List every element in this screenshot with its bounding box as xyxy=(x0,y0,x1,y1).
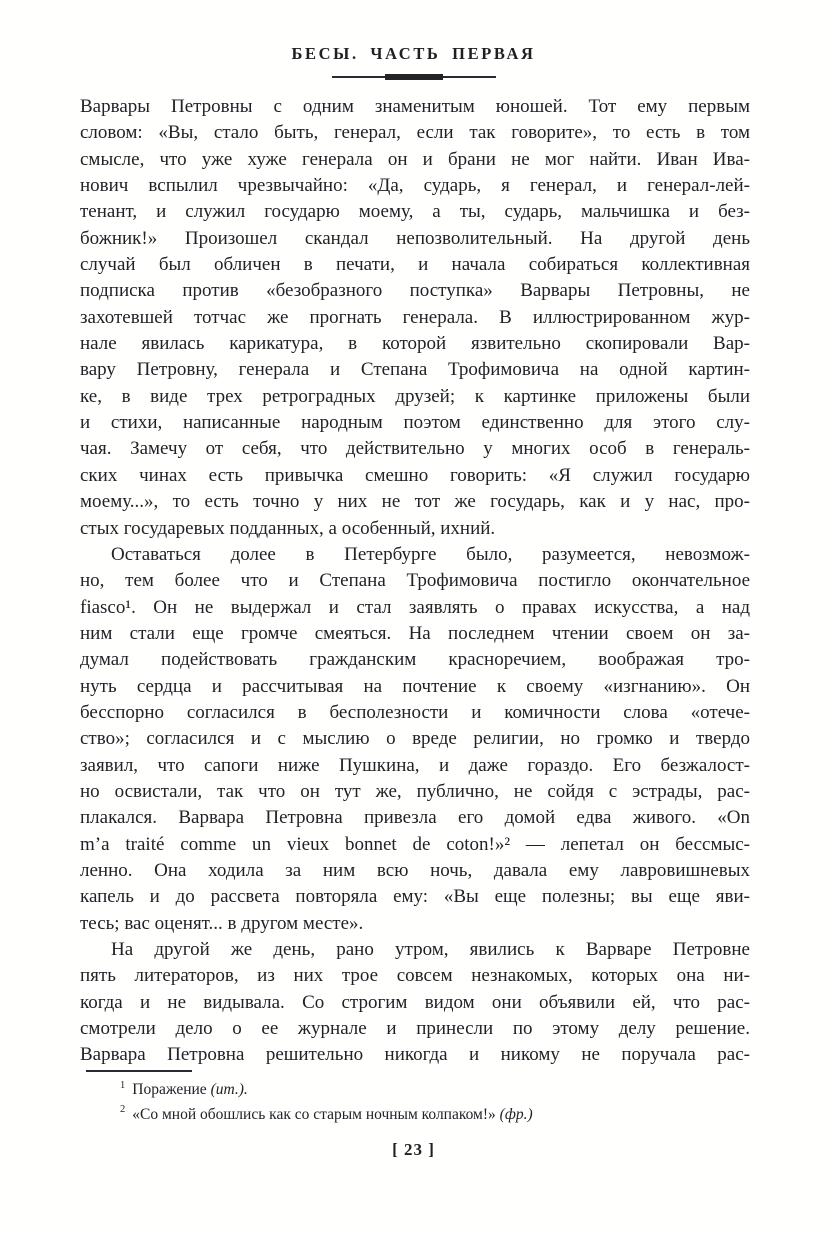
text-line: и стихи, написанные народным поэтом единственно для этого слу- xyxy=(80,412,750,434)
text-line: смысле, что уже хуже генерала он и брани не мог найти. Иван Ива- xyxy=(80,148,750,170)
footnote-text: Поражение xyxy=(132,1081,211,1098)
text-line: ских чинах есть привычка смешно говорить: «Я служил государю xyxy=(80,464,750,486)
text-line: когда и не видывала. Со строгим видом они объявили ей, что рас- xyxy=(80,991,750,1013)
footnote-language: (ит.). xyxy=(210,1081,248,1098)
text-line: плакался. Варвара Петровна привезла его домой едва живого. «On xyxy=(80,807,750,829)
text-line: m’a traité comme un vieux bonnet de coton!»² — лепетал он бессмыс- xyxy=(80,833,750,855)
text-line: ним стали еще громче смеяться. На последнем чтении своем он за- xyxy=(80,622,750,644)
footnotes xyxy=(80,1078,750,1127)
text-line: но, тем более что и Степана Трофимовича постигло окончательное xyxy=(80,570,750,592)
text-line: но освистали, так что он тут же, публично, не сойдя с эстрады, рас- xyxy=(80,780,750,802)
text-line: fiasco¹. Он не выдержал и стал заявлять о правах искусства, а над xyxy=(80,596,750,618)
footnote-marker: 1 xyxy=(120,1079,126,1091)
footnote-text: «Со мной обошлись как со старым ночным колпаком!» xyxy=(132,1105,500,1123)
running-head: БЕСЫ. ЧАСТЬ ПЕРВАЯ xyxy=(291,44,536,63)
text-line: На другой же день, рано утром, явились к Варваре Петровне xyxy=(111,939,750,960)
page-number: [ 23 ] xyxy=(392,1140,435,1159)
text-line: случай был обличен в печати, и начала собираться коллективная xyxy=(80,254,750,276)
text-line: чая. Замечу от себя, что действительно у многих особ в генераль- xyxy=(80,438,750,460)
text-line: ленно. Она ходила за ним всю ночь, давала ему лавровишневых xyxy=(80,859,750,881)
text-line: нович вспылил чрезвычайно: «Да, сударь, я генерал, и генерал-лей- xyxy=(80,175,750,197)
text-line: захотевшей тотчас же прогнать генерала. В иллюстрированном жур- xyxy=(80,306,750,328)
text-line: божник!» Произошел скандал непозволительный. На другой день xyxy=(80,227,750,249)
text-line: пять литераторов, из них трое совсем незнакомых, которых она ни- xyxy=(80,965,750,987)
text-line: нуть сердца и рассчитывая на почтение к своему «изгнанию». Он xyxy=(80,675,750,697)
text-line: Варвара Петровна решительно никогда и никому не поручала рас- xyxy=(80,1044,750,1066)
text-line: думал подействовать гражданским красноречием, воображая тро- xyxy=(80,649,750,671)
text-line: ке, в виде трех ретроградных друзей; к картинке приложены были xyxy=(80,385,750,407)
text-line: бесспорно согласился в бесполезности и комичности слова «отече- xyxy=(80,701,750,723)
text-line: капель и до рассвета повторяла ему: «Вы еще полезны; вы еще яви- xyxy=(80,886,750,908)
text-column xyxy=(80,94,750,1069)
text-line: нале явилась карикатура, в которой язвительно скопировали Вар- xyxy=(80,333,750,355)
text-line: вару Петровну, генерала и Степана Трофимовича на одной картин- xyxy=(80,359,750,381)
text-line: подписка против «безобразного поступка» Варвары Петровны, не xyxy=(80,280,750,302)
text-line: тесь; вас оценят... в другом месте». xyxy=(80,912,364,934)
text-line: заявил, что сапоги ниже Пушкина, и даже гораздо. Его безжалост- xyxy=(80,754,750,776)
footnote-language: (фр.) xyxy=(499,1105,533,1123)
text-line: словом: «Вы, стало быть, генерал, если так говорите», то есть в том xyxy=(80,122,750,144)
footnote-separator xyxy=(86,1070,192,1072)
footnote xyxy=(80,1103,750,1128)
header-divider-ornament xyxy=(332,74,496,80)
text-line: Варвары Петровны с одним знаменитым юношей. Тот ему первым xyxy=(80,96,750,117)
text-line: Оставаться долее в Петербурге было, разумеется, невозмож- xyxy=(111,543,750,565)
text-line: стых государевых подданных, а особенный, ихний. xyxy=(80,517,496,539)
footnote-marker: 2 xyxy=(120,1104,126,1116)
divider-bar xyxy=(385,74,443,80)
text-line: ство»; согласился и с мыслию о вреде религии, но громко и твердо xyxy=(80,728,750,750)
text-line: тенант, и служил государю моему, а ты, сударь, мальчишка и без- xyxy=(80,201,750,223)
footnote xyxy=(80,1078,750,1103)
text-line: моему...», то есть точно у них не тот же государь, как и у нас, про- xyxy=(80,491,750,513)
text-line: смотрели дело о ее журнале и принесли по этому делу решение. xyxy=(80,1018,750,1040)
